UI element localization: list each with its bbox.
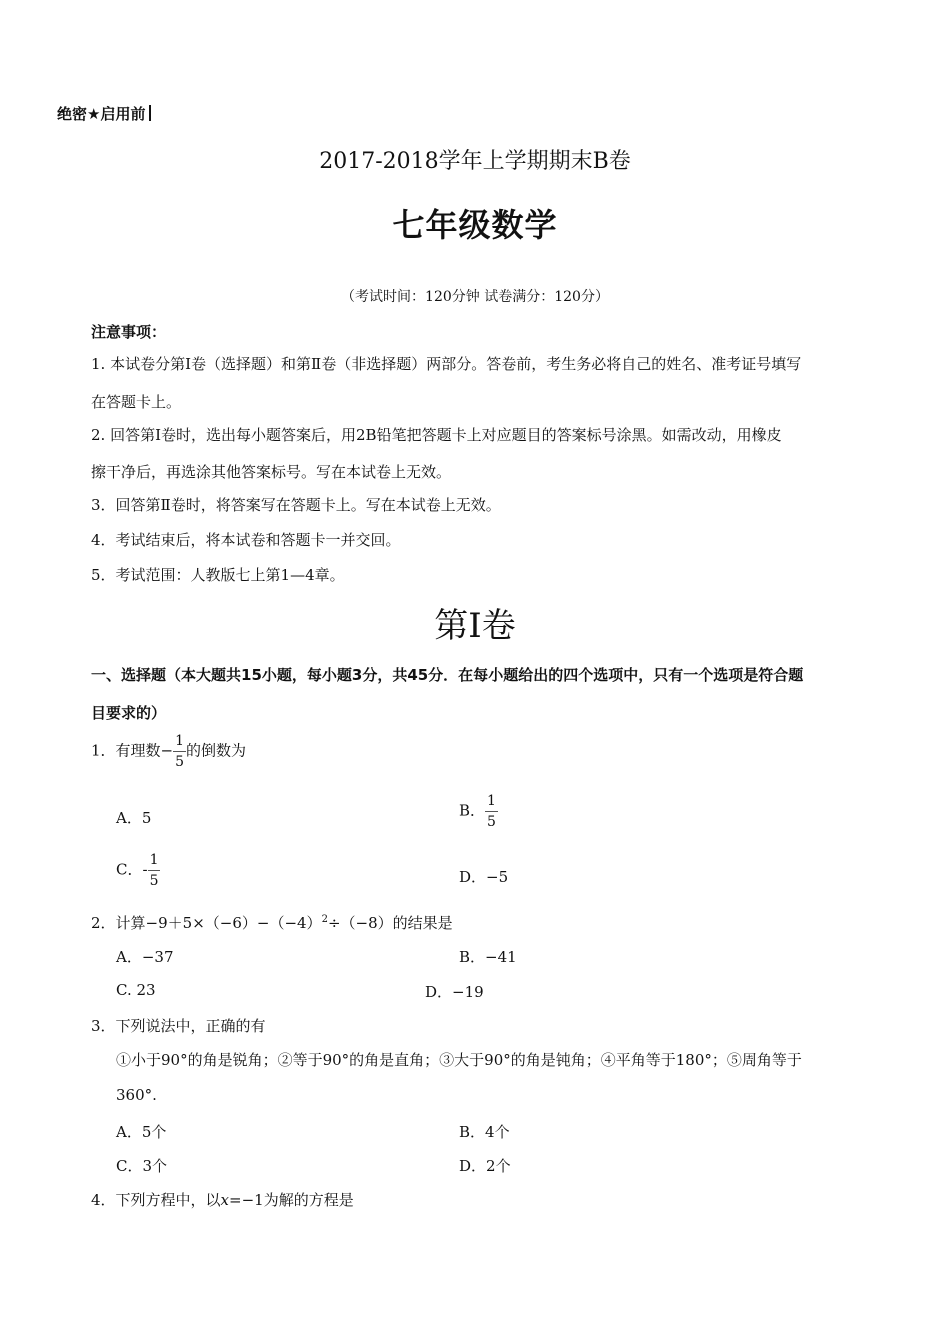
- question-1-stem: [91, 734, 246, 769]
- term-title: 2017-2018学年上学期期末B卷: [319, 149, 631, 174]
- q1-c-num: 1: [149, 852, 159, 868]
- q1-c-den: 5: [149, 873, 159, 889]
- q1-c-label: C．: [116, 860, 143, 879]
- q1-fraction: [173, 734, 186, 769]
- note-3: 3．回答第Ⅱ卷时，将答案写在答题卡上。写在本试卷上无效。: [91, 496, 501, 514]
- q1-b-label: B．: [459, 801, 486, 820]
- q3-option-b: B．4个: [459, 1123, 510, 1141]
- q4-variable: x: [220, 1191, 230, 1209]
- q1-option-d: D．−5: [459, 868, 509, 886]
- q1-b-line: [485, 811, 498, 812]
- q3-option-a: A．5个: [116, 1123, 167, 1141]
- subject-title: 七年级数学: [392, 206, 558, 244]
- q3-body-line-1: ①小于90°的角是锐角；②等于90°的角是直角；③大于90°的角是钝角；④平角等于180°；⑤周角等于: [116, 1051, 802, 1069]
- q1-option-b: [459, 794, 498, 829]
- q1-frac-den: 5: [175, 754, 185, 770]
- exam-meta: （考试时间：120分钟 试卷满分：120分）: [341, 289, 609, 305]
- text-cursor: [149, 105, 151, 121]
- q1-suffix: 的倒数为: [186, 741, 247, 760]
- volume-title: 第Ⅰ卷: [434, 606, 516, 646]
- q3-option-c: C．3个: [116, 1157, 168, 1175]
- note-2-line-1: 2. 回答第Ⅰ卷时，选出每小题答案后，用2B铅笔把答题卡上对应题目的答案标号涂黑。如需改动，用橡皮: [91, 426, 782, 444]
- q1-frac-line: [173, 751, 186, 752]
- q2-option-a: A．−37: [116, 948, 174, 966]
- q1-b-num: 1: [487, 793, 496, 809]
- confidential-text: 绝密★启用前: [57, 105, 146, 123]
- q2-option-d: D．−19: [425, 983, 484, 1001]
- question-3-stem: 3．下列说法中，正确的有: [91, 1017, 266, 1035]
- q4-suffix: =−1为解的方程是: [229, 1191, 354, 1209]
- note-4: 4．考试结束后，将本试卷和答题卡一并交回。: [91, 531, 401, 549]
- q1-option-a: A．5: [116, 809, 152, 827]
- q2-text-b: ÷（−8）的结果是: [327, 914, 453, 932]
- q1-prefix: 1．有理数−: [91, 741, 174, 760]
- note-1-line-1: 1. 本试卷分第Ⅰ卷（选择题）和第Ⅱ卷（非选择题）两部分。答卷前，考生务必将自己的姓名、准考证号填写: [91, 355, 802, 373]
- note-5: 5．考试范围：人教版七上第1—4章。: [91, 566, 345, 584]
- question-2-stem: [91, 912, 453, 933]
- q1-b-den: 5: [487, 814, 496, 830]
- q4-prefix: 4．下列方程中，以: [91, 1191, 221, 1209]
- q3-option-d: D．2个: [459, 1157, 511, 1175]
- q2-option-c: C. 23: [116, 981, 156, 999]
- note-2-line-2: 擦干净后，再选涂其他答案标号。写在本试卷上无效。: [91, 463, 452, 481]
- q2-exponent: 2: [321, 914, 328, 925]
- confidential-label: [57, 103, 151, 124]
- q1-c-line: [148, 870, 161, 871]
- q1-c-fraction: [148, 853, 161, 888]
- notes-title: 注意事项：: [91, 323, 167, 341]
- q1-frac-num: 1: [175, 733, 185, 749]
- q2-text-a: 2．计算−9＋5×（−6）−（−4）: [91, 914, 322, 932]
- section-heading-line-1: 一、选择题（本大题共15小题，每小题3分，共45分．在每小题给出的四个选项中，只有一个选项是符合题: [91, 666, 804, 684]
- q2-option-b: B．−41: [459, 948, 517, 966]
- q1-b-fraction: [485, 794, 498, 829]
- q1-c-sign: -: [142, 860, 148, 879]
- note-1-line-2: 在答题卡上。: [91, 393, 182, 411]
- section-heading-line-2: 目要求的）: [91, 704, 167, 722]
- q3-body-line-2: 360°.: [116, 1086, 157, 1104]
- question-4-stem: [91, 1189, 354, 1210]
- q1-option-c: [116, 853, 160, 888]
